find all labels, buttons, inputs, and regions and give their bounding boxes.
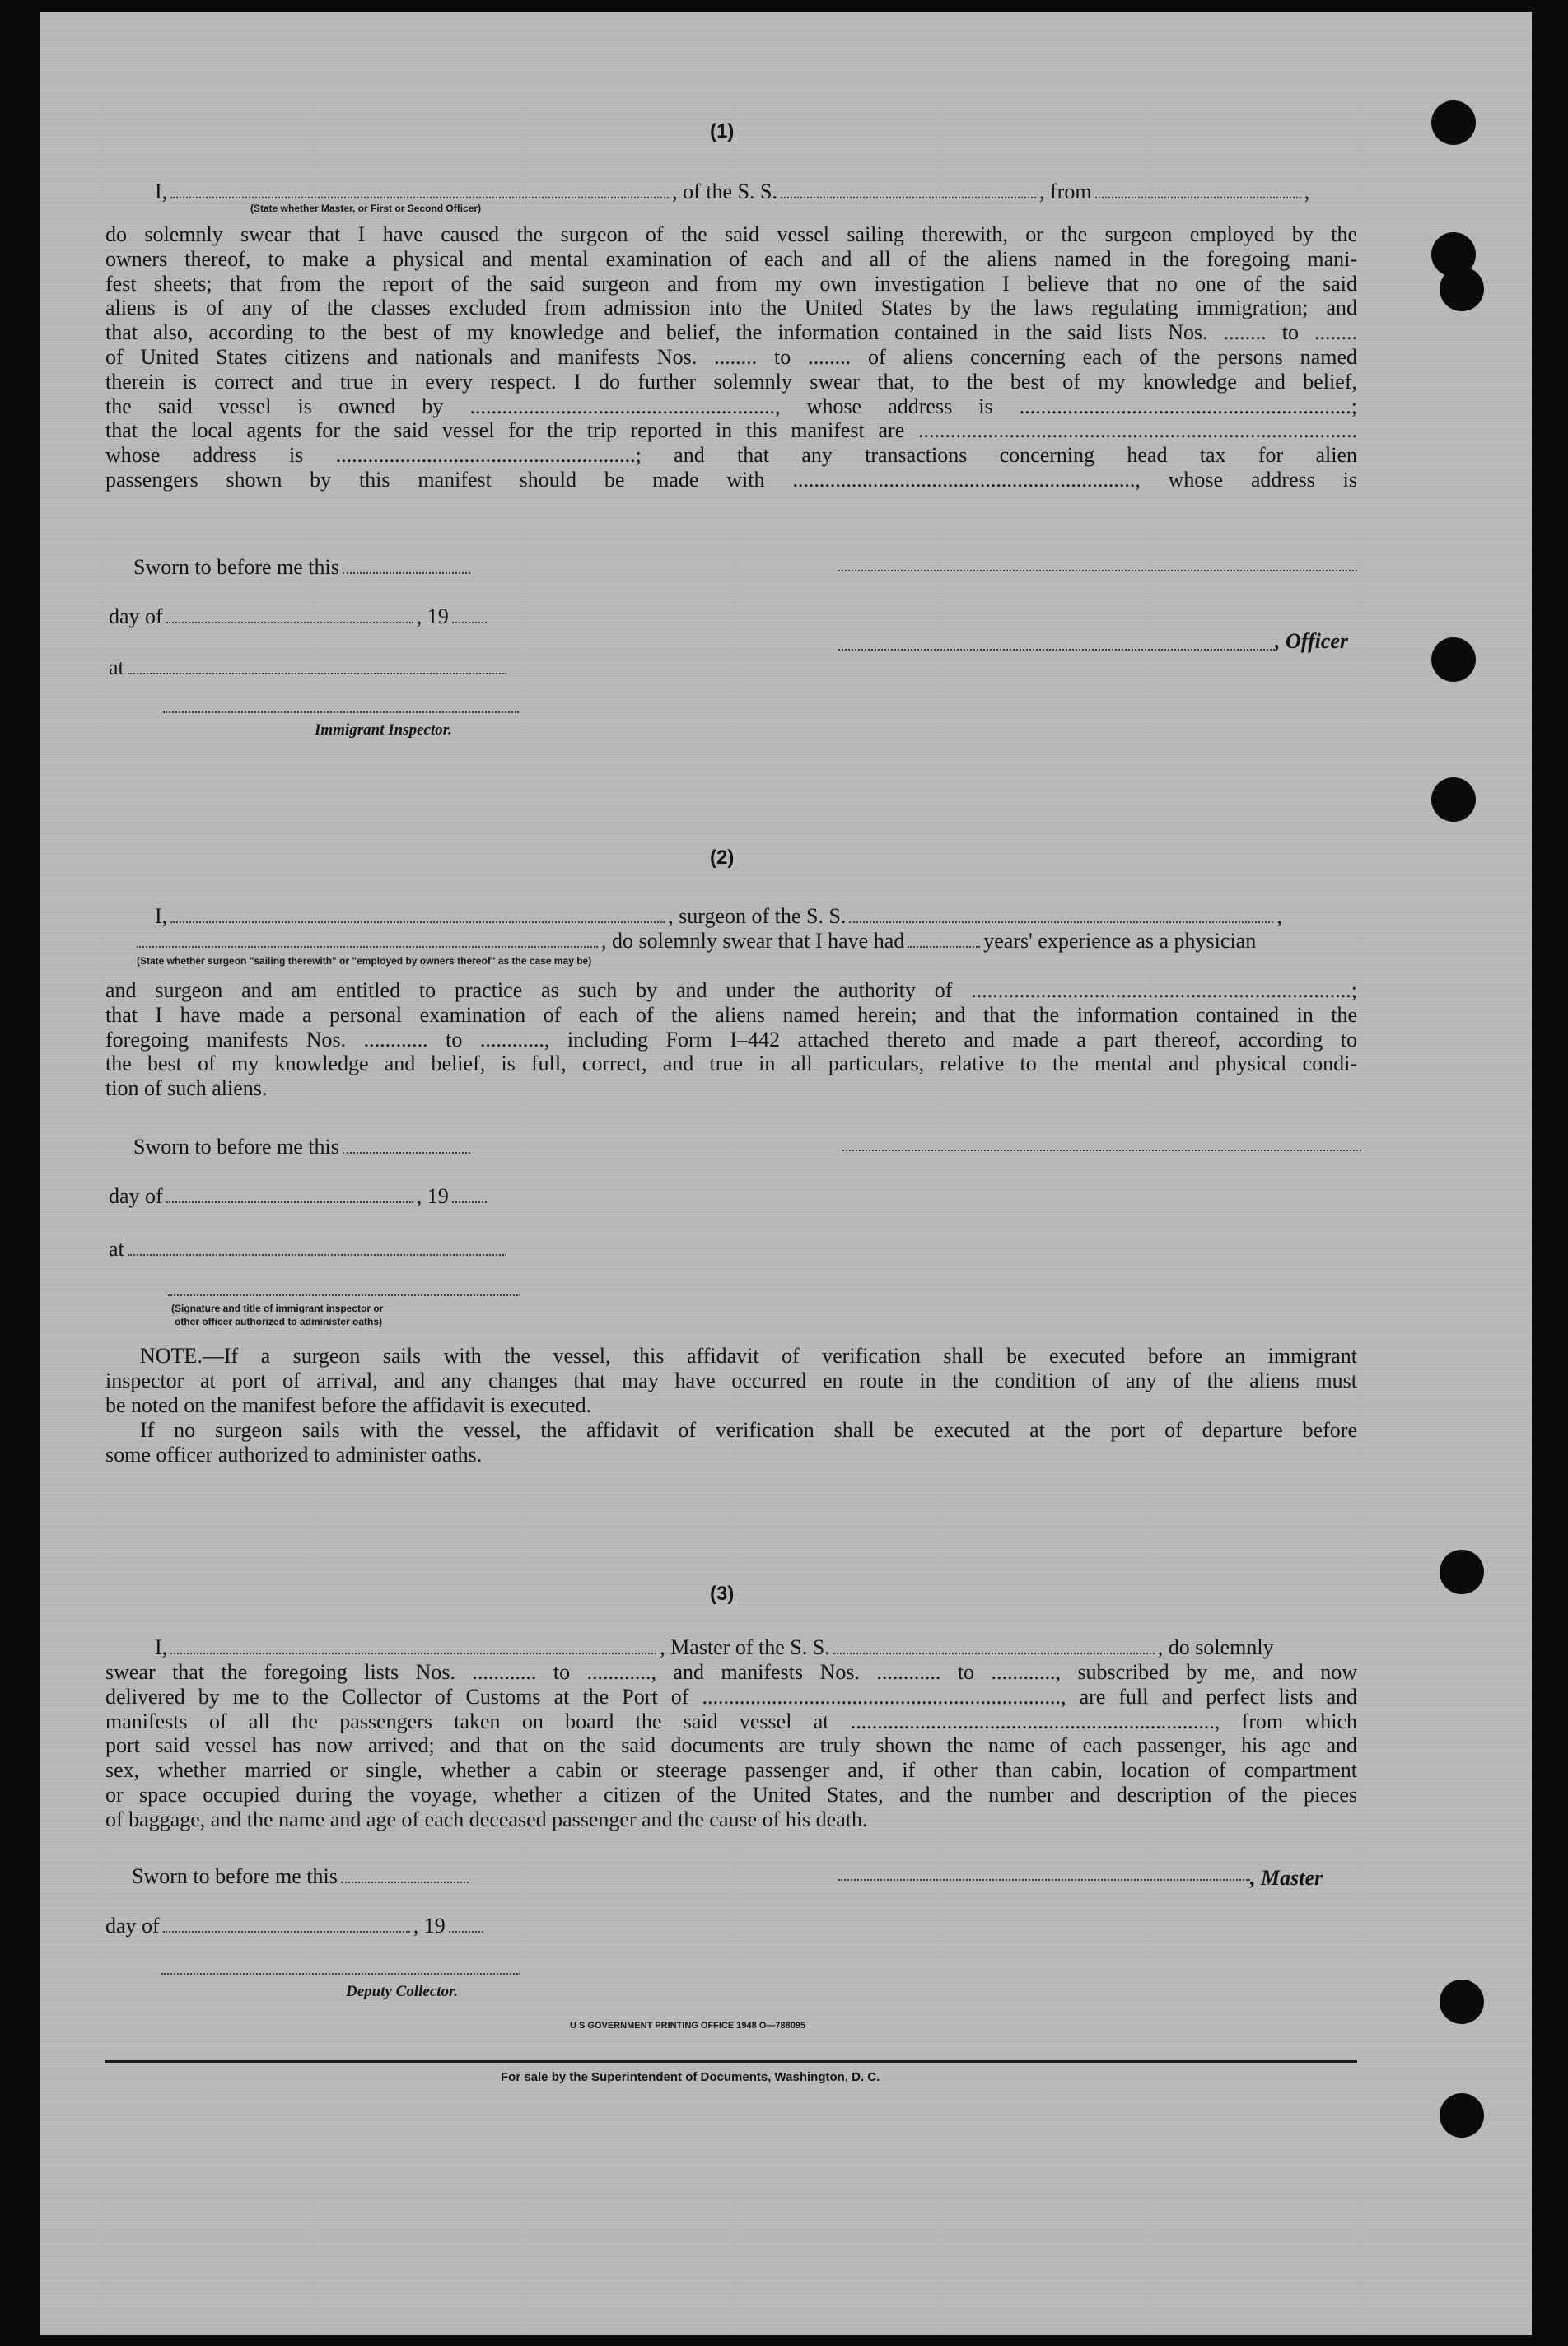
s2-year-label: , 19 xyxy=(416,1184,449,1208)
text-line: tion of such aliens. xyxy=(105,1076,268,1101)
document-page xyxy=(40,12,1532,2335)
s2-swear-label: , do solemnly swear that I have had xyxy=(601,929,905,953)
s1-master-signature-line xyxy=(838,568,1357,571)
text-line: the best of my knowledge and belief, is full, correct, and true in all particulars, relative to the mental and physical condi- xyxy=(105,1052,1357,1076)
s2-at-label: at xyxy=(109,1237,124,1261)
punch-hole xyxy=(1431,777,1476,822)
s3-line-1 xyxy=(155,1635,1274,1660)
text-line: delivered by me to the Collector of Customs at the Port of ..................................................................., are full and perfect lists and xyxy=(105,1684,1357,1709)
punch-hole xyxy=(1440,1980,1484,2024)
s3-master-label xyxy=(1250,1866,1323,1891)
s2-inspector-line xyxy=(168,1293,520,1296)
s1-oath-line: I, , of the S. S. , from , xyxy=(155,180,1310,203)
s3-year-label: , 19 xyxy=(413,1914,446,1938)
s2-sworn xyxy=(133,1135,474,1159)
text-line: foregoing manifests Nos. ............ to ............, including Form I–442 attached thereto and made a part thereof, according to xyxy=(105,1027,1357,1052)
s2-i-label: I, xyxy=(155,904,168,928)
text-line: that the local agents for the said vessel for the trip reported in this manifest are .................................................................................. xyxy=(105,418,1357,443)
s1-i-label: I, xyxy=(155,180,168,203)
s3-i-label: I, xyxy=(155,1635,168,1659)
s1-officer-line xyxy=(838,647,1275,651)
s2-at xyxy=(109,1237,510,1262)
punch-hole xyxy=(1431,637,1476,682)
s1-officer-hint: (State whether Master, or First or Second Officer) xyxy=(250,203,482,214)
s1-officer-text: , Officer xyxy=(1275,629,1349,653)
text-line: manifests of all the passengers taken on board the said vessel at ...................................................................., from which xyxy=(105,1709,1357,1733)
text-line: whose address is ........................................................; and that any transactions concerning head tax for alien xyxy=(105,443,1357,468)
s1-at-label: at xyxy=(109,655,124,679)
text-line: owners thereof, to make a physical and mental examination of each and all of the aliens named in the foregoing mani- xyxy=(105,246,1357,271)
s2-experience-label: years' experience as a physician xyxy=(983,929,1257,953)
s3-ss-label: , Master of the S. S. xyxy=(660,1635,830,1659)
text-line: fest sheets; that from the report of the said surgeon and from my own investigation I believe that no one of the said xyxy=(105,271,1357,296)
s1-year-label: , 19 xyxy=(416,604,449,628)
s3-day xyxy=(105,1914,487,1938)
s1-sworn xyxy=(133,555,474,580)
s3-collector-line xyxy=(161,1971,520,1975)
text-line: If no surgeon sails with the vessel, the affidavit of verification shall be executed at the port of departure before xyxy=(140,1418,1357,1442)
s1-inspector-caption: Immigrant Inspector. xyxy=(315,721,452,739)
s2-sworn-label: Sworn to before me this xyxy=(133,1135,339,1159)
s1-sworn-label: Sworn to before me this xyxy=(133,555,339,579)
text-line: the said vessel is owned by ........................................................., whose address is ..............................................................; xyxy=(105,394,1357,418)
text-line: of United States citizens and nationals and manifests Nos. ........ to ........ of aliens concerning each of the persons named xyxy=(105,345,1357,369)
section-3-heading: (3) xyxy=(710,1583,735,1605)
text-line: sex, whether married or single, whether a cabin or steerage passenger and, if other than cabin, location of compartment xyxy=(105,1758,1357,1783)
footer-rule xyxy=(105,2060,1357,2063)
punch-hole xyxy=(1440,2093,1484,2138)
text-line: or space occupied during the voyage, whether a citizen of the United States, and the number and description of the pieces xyxy=(105,1783,1357,1807)
s2-line-2 xyxy=(133,929,1256,954)
s3-master-line xyxy=(838,1877,1250,1881)
text-line: swear that the foregoing lists Nos. ............ to ............, and manifests Nos. ............ to ............, subscribed by me, and now xyxy=(105,1660,1357,1684)
text-line: therein is correct and true in every respect. I do further solemnly swear that, to the best of my knowledge and belief, xyxy=(105,369,1357,394)
s3-solemnly-label: , do solemnly xyxy=(1157,1635,1274,1659)
s3-day-label: day of xyxy=(105,1914,160,1938)
s2-day-label: day of xyxy=(109,1184,163,1208)
text-line: NOTE.—If a surgeon sails with the vessel, this affidavit of verification shall be executed before an immigrant xyxy=(140,1344,1357,1368)
s2-line-1: I, , surgeon of the S. S. , xyxy=(155,904,1282,928)
s2-sig-caption-2: other officer authorized to administer oaths) xyxy=(175,1316,383,1327)
s1-day xyxy=(109,604,490,629)
text-line: that I have made a personal examination of each of the aliens named herein; and that the information contained in the xyxy=(105,1002,1357,1027)
s2-sig-caption-1: (Signature and title of immigrant inspector or xyxy=(171,1303,384,1314)
text-line: that also, according to the best of my knowledge and belief, the information contained in the said lists Nos. ........ to ........ xyxy=(105,320,1357,345)
s2-ss-label: , surgeon of the S. S. xyxy=(668,904,847,928)
text-line: some officer authorized to administer oaths. xyxy=(105,1442,483,1467)
s3-sworn-label: Sworn to before me this xyxy=(132,1864,338,1888)
text-line: inspector at port of arrival, and any changes that may have occurred en route in the condition of any of the aliens must xyxy=(105,1368,1357,1392)
text-line: do solemnly swear that I have caused the surgeon of the said vessel sailing therewith, or the surgeon employed by the xyxy=(105,222,1357,246)
section-2-heading: (2) xyxy=(710,847,735,869)
s1-at xyxy=(109,655,510,680)
text-line: be noted on the manifest before the affidavit is executed. xyxy=(105,1392,592,1417)
punch-hole xyxy=(1431,100,1476,145)
s1-from-label: , from xyxy=(1039,180,1092,203)
s2-surgeon-signature-line xyxy=(842,1148,1361,1151)
s2-day xyxy=(109,1184,490,1209)
s3-master-text: , Master xyxy=(1250,1866,1323,1890)
punch-hole xyxy=(1440,1550,1484,1594)
sale-notice: For sale by the Superintendent of Documents, Washington, D. C. xyxy=(501,2070,880,2084)
s1-inspector-line xyxy=(163,710,519,713)
s3-sworn xyxy=(132,1864,472,1889)
s1-officer-label xyxy=(1275,629,1348,654)
text-line: passengers shown by this manifest should be made with ................................................................, whose address is xyxy=(105,468,1357,492)
text-line: of baggage, and the name and age of each deceased passenger and the cause of his death. xyxy=(105,1807,868,1831)
printing-office-imprint: U S GOVERNMENT PRINTING OFFICE 1948 O—788095 xyxy=(570,2021,806,2031)
s1-day-label: day of xyxy=(109,604,163,628)
section-1-heading: (1) xyxy=(710,120,735,142)
punch-hole xyxy=(1440,267,1484,311)
text-line: aliens is of any of the classes excluded from admission into the United States by the laws regulating immigration; and xyxy=(105,296,1357,320)
s3-collector-caption: Deputy Collector. xyxy=(346,1983,459,2000)
text-line: port said vessel has now arrived; and that on the said documents are truly shown the name of each passenger, his age and xyxy=(105,1733,1357,1758)
s2-surgeon-hint: (State whether surgeon "sailing therewith" or "employed by owners thereof" as the case may be) xyxy=(137,955,592,967)
s1-ss-label: , of the S. S. xyxy=(672,180,778,203)
text-line: and surgeon and am entitled to practice as such by and under the authority of .......................................................................; xyxy=(105,978,1357,1002)
